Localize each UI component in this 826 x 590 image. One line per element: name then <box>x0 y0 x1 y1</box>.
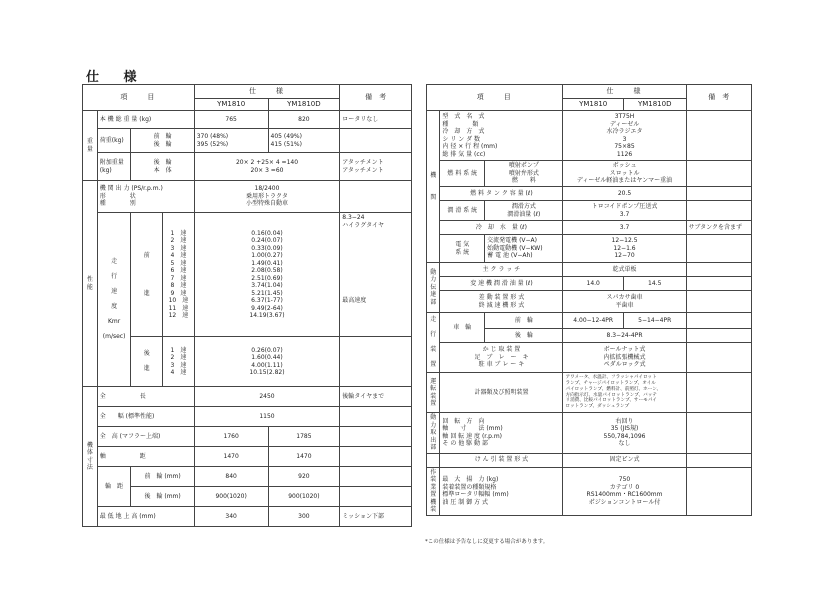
trans-oil-v2: 14.5 <box>623 277 686 291</box>
height-v1: 1760 <box>194 427 268 447</box>
r-header-item: 項 目 <box>427 85 563 111</box>
load-label: 荷重(kg) <box>97 129 131 153</box>
fuel-sub: 噴射ポンプ 噴射弁形式 燃 料 <box>485 161 563 187</box>
hitch-label: け ん 引 装 置 形 式 <box>440 453 563 467</box>
implement-value: 750 カテゴリ 0 RS1400mm・RC1600mm ポジションコントロール付 <box>563 467 686 515</box>
speed-label: 走 行 速 度 Kmr (m/sec) <box>97 213 131 387</box>
header-spec: 仕 様 <box>194 85 340 99</box>
lube-label: 潤 滑 系 統 <box>440 201 485 221</box>
group-implement: 作 装 業 置 機 装 <box>427 467 440 515</box>
total-weight-v2: 820 <box>268 111 340 129</box>
load-v2: 405 (49%) 415 (51%) <box>268 129 340 153</box>
tread-rear-v2: 900(1020) <box>268 487 340 507</box>
forward-remark: 8.3−24 ハイラグタイヤ 最高速度 <box>340 213 412 337</box>
tank-value: 20.5 <box>563 187 686 201</box>
hitch-value: 固定ピン式 <box>563 453 686 467</box>
forward-gears: 1 速 2 速 3 速 4 速 5 速 6 速 7 速 8 速 9 速 10 速 11 速 12 速 <box>163 213 195 337</box>
lube-sub: 潤滑方式 潤滑油量 (ℓ) <box>485 201 563 221</box>
clutch-label: 主 ク ラ ッ チ <box>440 263 563 277</box>
page-title: 仕 様 <box>86 70 147 85</box>
elec-sub: 交流発電機 (V−A) 始動電動機 (V−KW) 蓄 電 池 (V−Ah) <box>485 235 563 263</box>
wheelbase-v2: 1470 <box>268 447 340 467</box>
reverse-speeds: 0.26(0.07) 1.60(0.44) 4.00(1.11) 10.15(2.82) <box>194 337 340 387</box>
clearance-v2: 300 <box>268 507 340 527</box>
r-header-model-2: YM1810D <box>623 99 686 111</box>
trans-oil-v1: 14.0 <box>563 277 623 291</box>
group-pto: 動 力 取 出 部 <box>427 413 440 454</box>
lamp-value: アワメータ、水温計、フラッシャパイロット ランプ、チャージパイロットランプ、オイル パイロットランプ、燃料計、前照灯、ホーン、 方向指示灯、水量パイロットランプ、バッテ リ消費、比較パイロットランプ、サーモパイ ロットランプ、ダッシュランプ <box>563 373 686 413</box>
clutch-value: 乾式単板 <box>563 263 686 277</box>
group-performance: 性能 <box>83 181 98 387</box>
tread-front-v2: 920 <box>268 467 340 487</box>
engine-base-label: 機 関 出 力 (PS/r.p.m.) 形 状 種 別 <box>97 181 194 213</box>
r-header-remark: 備 考 <box>686 85 751 111</box>
reverse-gears: 1 速 2 速 3 速 4 速 <box>163 337 195 387</box>
wheelbase-label: 軸 距 <box>97 447 194 467</box>
wheelbase-v1: 1470 <box>194 447 268 467</box>
r-header-model-1: YM1810 <box>563 99 623 111</box>
tread-front-label: 前 輪 (mm) <box>131 467 194 487</box>
total-weight-remark: ロータリなし <box>340 111 412 129</box>
lamp-label: 計器類及び照明装置 <box>440 373 563 413</box>
total-weight-label: 本 機 総 重 量 (kg) <box>97 111 194 129</box>
forward-label: 前 進 <box>131 213 163 337</box>
clearance-label: 最 低 地 上 高 (mm) <box>97 507 194 527</box>
clearance-remark: ミッション下部 <box>340 507 412 527</box>
engine-values: 3T75H ディーゼル 水冷ラジエタ 3 75×85 1126 <box>563 111 686 161</box>
height-label: 全 高 (マフラー上端) <box>97 427 194 447</box>
extra-label: 附加重量 (kg) <box>97 153 131 181</box>
elec-values: 12−12.5 12−1.6 12−70 <box>563 235 686 263</box>
header-model-2: YM1810D <box>268 99 340 111</box>
header-item: 項 目 <box>83 85 195 111</box>
coolant-value: 3.7 <box>563 221 686 235</box>
coolant-remark: サブタンクを含まず <box>686 221 751 235</box>
engine-base-value: 18/2400 乗用形トラクタ 小型特殊自動車 <box>194 181 340 213</box>
group-dimensions: 機体寸法 <box>83 387 98 527</box>
forward-speeds: 0.16(0.04) 0.24(0.07) 0.33(0.09) 1.00(0.27) 1.49(0.41) 2.08(0.58) 2.51(0.69) 3.74(1.04) 5.21(1.45) 6.37(1-77) 9.49(2-64) 14.19(3.67) <box>194 213 340 337</box>
front-wheel-v1: 4.00−12-4PR <box>563 313 623 329</box>
front-wheel-label: 前 輪 <box>485 313 563 329</box>
tread-label: 輪 距 <box>97 467 131 507</box>
group-weight: 重量 <box>83 111 98 181</box>
width-value: 1150 <box>194 407 340 427</box>
group-operation: 運 転 装 置 <box>427 373 440 413</box>
spec-table-right <box>426 84 752 516</box>
group-travel: 走 行 装 置 <box>427 313 440 373</box>
rear-wheel-value: 8.3−24-4PR <box>563 329 686 343</box>
lube-values: トロコイドポンプ圧送式 3.7 <box>563 201 686 221</box>
reverse-label: 後 進 <box>131 337 163 387</box>
header-model-1: YM1810 <box>194 99 268 111</box>
pto-label: 回 転 方 向 軸 寸 法 (mm) 軸 回 転 速 度 (r.p.m) そ の 他 駆 動 部 <box>440 413 563 454</box>
front-wheel-v2: 5−14−4PR <box>623 313 686 329</box>
height-v2: 1785 <box>268 427 340 447</box>
tread-rear-label: 後 輪 (mm) <box>131 487 194 507</box>
clearance-v1: 340 <box>194 507 268 527</box>
tread-front-v1: 840 <box>194 467 268 487</box>
tread-rear-v1: 900(1020) <box>194 487 268 507</box>
width-label: 全 幅 (標準性能) <box>97 407 194 427</box>
load-sub: 前 輪 後 輪 <box>131 129 194 153</box>
total-weight-v1: 765 <box>194 111 268 129</box>
rear-wheel-label: 後 輪 <box>485 329 563 343</box>
fuel-label: 燃 料 系 統 <box>440 161 485 187</box>
extra-remark: アタッチメント アタッチメント <box>340 153 412 181</box>
footnote: *この仕様は予告なしに変更する場合があります。 <box>425 539 549 545</box>
length-value: 2450 <box>194 387 340 407</box>
extra-sub: 後 輪 本 体 <box>131 153 194 181</box>
diff-label: 差 動 装 置 形 式 終 減 速 機 形 式 <box>440 291 563 313</box>
length-remark: 後輪タイヤまで <box>340 387 412 407</box>
wheel-label: 車 輪 <box>440 313 485 343</box>
elec-label: 電 気 系 統 <box>440 235 485 263</box>
tank-label: 燃 料 タ ン ク 容 量 (ℓ) <box>440 187 563 201</box>
fuel-values: ボッシュ スロットル ディーゼル軽油またはヤンマー重油 <box>563 161 686 187</box>
load-v1: 370 (48%) 395 (52%) <box>194 129 268 153</box>
steer-label: か じ 取 装 置 足 ブ レ ー キ 駐 車 ブ レ ー キ <box>440 343 563 373</box>
diff-value: スパカサ歯車 平歯車 <box>563 291 686 313</box>
header-remark: 備 考 <box>340 85 412 111</box>
engine-labels: 型 式 名 式 種 類 冷 却 方 式 シ リ ン ダ 数 内 径 × 行 程 (mm) 総 排 気 量 (cc) <box>440 111 563 161</box>
r-header-spec: 仕 様 <box>563 85 686 99</box>
group-power: 動 力 伝 達 部 <box>427 263 440 313</box>
length-label: 全 長 <box>97 387 194 407</box>
trans-oil-label: 変 速 機 潤 滑 油 量 (ℓ) <box>440 277 563 291</box>
steer-value: ボールナット式 内拡拡張機械式 ペダルロック式 <box>563 343 686 373</box>
coolant-label: 冷 却 水 量 (ℓ) <box>440 221 563 235</box>
pto-value: 右回り 35 (JIS規) 550,784,1096 なし <box>563 413 686 454</box>
extra-value: 20× 2 +25× 4 =140 20× 3 =60 <box>194 153 340 181</box>
spec-table-left <box>82 84 412 527</box>
group-engine: 機 関 <box>427 111 440 263</box>
implement-label: 最 大 揚 力 (kg) 装着装置の種類規格 標準ロータリ幅幅 (mm) 油 圧 制 御 方 式 <box>440 467 563 515</box>
